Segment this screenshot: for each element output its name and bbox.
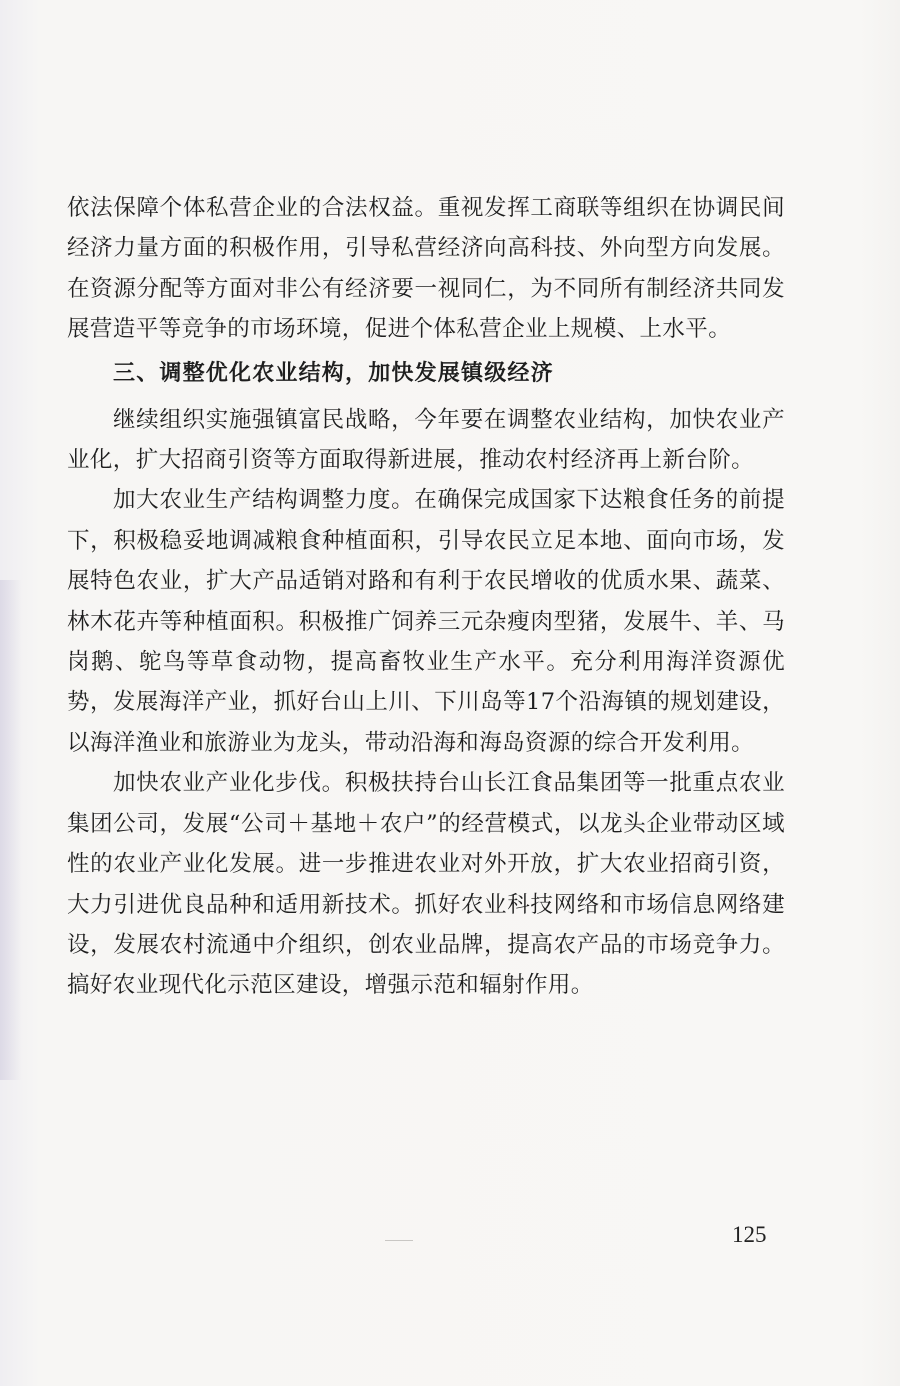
page-number: 125 xyxy=(732,1222,767,1247)
paragraph-agri-structure: 加大农业生产结构调整力度。在确保完成国家下达粮食任务的前提下，积极稳妥地调减粮食种植面积，引导农民立足本地、面向市场，发展特色农业，扩大产品适销对路和有利于农民增收的优质水果、蔬菜、林木花卉等种植面积。积极推广饲养三元杂瘦肉型猪，发展牛、羊、马岗鹅、鸵鸟等草食动物，提高畜牧业生产水平。充分利用海洋资源优势，发展海洋产业，抓好台山上川、下川岛等17个沿海镇的规划建设，以海洋渔业和旅游业为龙头，带动沿海和海岛资源的综合开发利用。 xyxy=(67,487,785,756)
page-edge-shadow xyxy=(0,580,22,1080)
paragraph-town-strategy: 继续组织实施强镇富民战略，今年要在调整农业结构，加快农业产业化，扩大招商引资等方面取得新进展，推动农村经济再上新台阶。 xyxy=(67,406,785,474)
paragraph-agri-industrialization: 加快农业产业化步伐。积极扶持台山长江食品集团等一批重点农业集团公司，发展“公司＋基地＋农户”的经营模式，以龙头企业带动区域性的农业产业化发展。进一步推进农业对外开放，扩大农业招商引资，大力引进优良品种和适用新技术。抓好农业科技网络和市场信息网络建设，发展农村流通中介组织，创农业品牌，提高农产品的市场竞争力。搞好农业现代化示范区建设，增强示范和辐射作用。 xyxy=(67,770,785,999)
body-text xyxy=(67,188,785,1006)
scan-mark xyxy=(385,1240,413,1241)
paragraph-private-enterprise: 依法保障个体私营企业的合法权益。重视发挥工商联等组织在协调民间经济力量方面的积极作用，引导私营经济向高科技、外向型方向发展。在资源分配等方面对非公有经济要一视同仁，为不同所有制经济共同发展营造平等竞争的市场环境，促进个体私营企业上规模、上水平。 xyxy=(67,195,785,343)
section-heading: 三、调整优化农业结构，加快发展镇级经济 xyxy=(113,360,554,386)
